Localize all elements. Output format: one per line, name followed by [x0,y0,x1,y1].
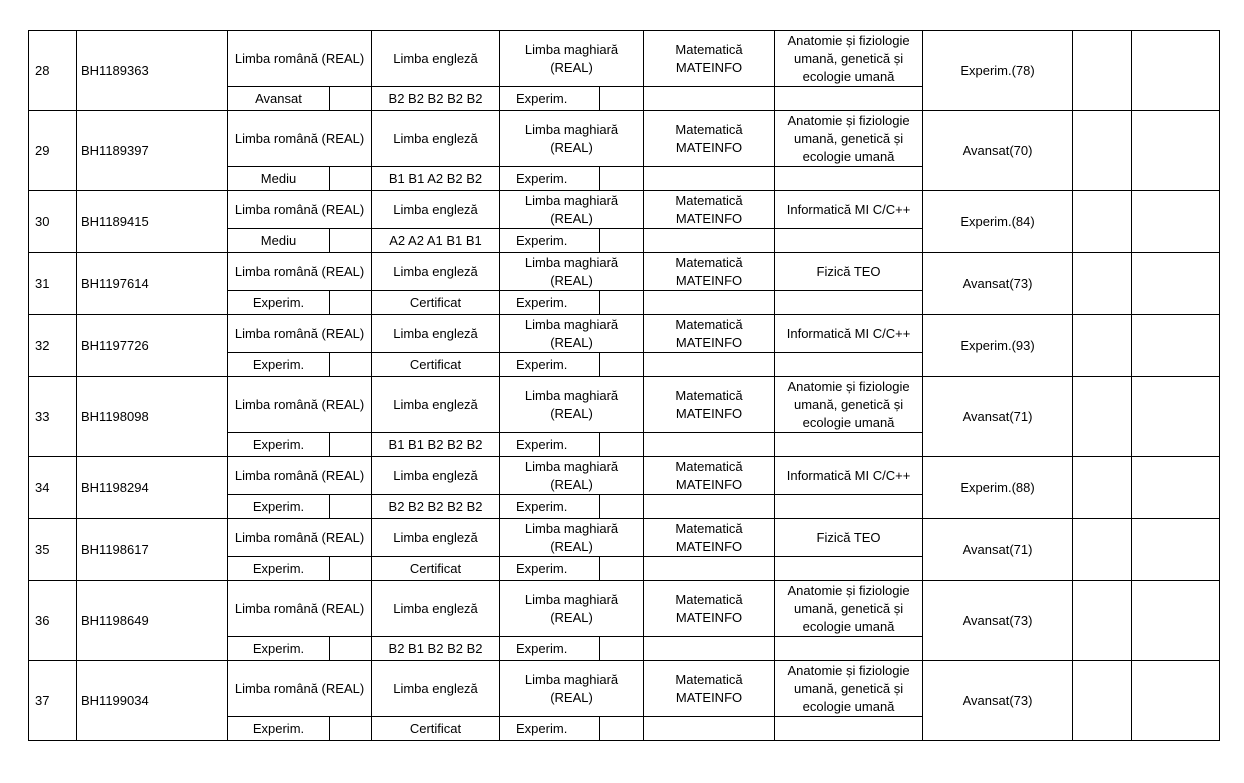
empty-cell [1132,661,1220,741]
empty-cell [1132,519,1220,581]
empty-cell [1132,253,1220,315]
subject-romana: Limba română (REAL) [228,519,372,557]
empty-cell [644,229,775,253]
row-number: 37 [29,661,77,741]
level-engleza: Certificat [372,557,500,581]
empty-cell [330,87,372,111]
subject-optional: Anatomie și fiziologie umană, genetică și ecologie umană [775,111,923,167]
empty-cell [600,433,644,457]
empty-cell [1132,581,1220,661]
level-engleza: Certificat [372,291,500,315]
empty-cell [644,637,775,661]
subject-maghiara: Limba maghiară (REAL) [500,253,644,291]
empty-cell [644,557,775,581]
digital-result: Avansat(71) [923,519,1073,581]
subject-romana: Limba română (REAL) [228,457,372,495]
level-maghiara: Experim. [500,291,600,315]
empty-cell [1073,457,1132,519]
empty-cell [1073,31,1132,111]
candidate-code: BH1189363 [77,31,228,111]
candidate-code: BH1198617 [77,519,228,581]
subject-romana: Limba română (REAL) [228,253,372,291]
subject-matematica: Matematică MATEINFO [644,191,775,229]
empty-cell [1073,315,1132,377]
level-romana: Experim. [228,353,330,377]
subject-engleza: Limba engleză [372,111,500,167]
empty-cell [330,353,372,377]
digital-result: Avansat(73) [923,581,1073,661]
subject-matematica: Matematică MATEINFO [644,581,775,637]
digital-result: Experim.(88) [923,457,1073,519]
level-romana: Experim. [228,495,330,519]
subject-optional: Anatomie și fiziologie umană, genetică și ecologie umană [775,581,923,637]
digital-result: Avansat(70) [923,111,1073,191]
row-number: 32 [29,315,77,377]
empty-cell [1132,457,1220,519]
level-engleza: B1 B1 B2 B2 B2 [372,433,500,457]
row-number: 34 [29,457,77,519]
subject-engleza: Limba engleză [372,315,500,353]
table-row [29,191,1220,229]
empty-cell [775,87,923,111]
subject-matematica: Matematică MATEINFO [644,31,775,87]
empty-cell [775,433,923,457]
subject-romana: Limba română (REAL) [228,111,372,167]
candidate-code: BH1198098 [77,377,228,457]
subject-matematica: Matematică MATEINFO [644,661,775,717]
level-engleza: Certificat [372,717,500,741]
empty-cell [775,637,923,661]
empty-cell [1132,315,1220,377]
subject-optional: Anatomie și fiziologie umană, genetică și ecologie umană [775,661,923,717]
level-engleza: A2 A2 A1 B1 B1 [372,229,500,253]
level-maghiara: Experim. [500,167,600,191]
results-table [28,30,1220,741]
level-maghiara: Experim. [500,495,600,519]
subject-matematica: Matematică MATEINFO [644,315,775,353]
row-number: 30 [29,191,77,253]
subject-optional: Informatică MI C/C++ [775,191,923,229]
candidate-code: BH1198649 [77,581,228,661]
empty-cell [330,717,372,741]
digital-result: Experim.(84) [923,191,1073,253]
level-engleza: B2 B2 B2 B2 B2 [372,87,500,111]
level-maghiara: Experim. [500,229,600,253]
subject-matematica: Matematică MATEINFO [644,111,775,167]
level-maghiara: Experim. [500,433,600,457]
subject-romana: Limba română (REAL) [228,191,372,229]
subject-matematica: Matematică MATEINFO [644,377,775,433]
empty-cell [330,229,372,253]
empty-cell [1073,111,1132,191]
level-maghiara: Experim. [500,353,600,377]
table-row [29,457,1220,495]
empty-cell [644,291,775,315]
level-maghiara: Experim. [500,637,600,661]
empty-cell [330,167,372,191]
row-number: 28 [29,31,77,111]
subject-optional: Fizică TEO [775,519,923,557]
digital-result: Avansat(71) [923,377,1073,457]
level-maghiara: Experim. [500,557,600,581]
subject-romana: Limba română (REAL) [228,581,372,637]
empty-cell [644,433,775,457]
subject-matematica: Matematică MATEINFO [644,457,775,495]
subject-romana: Limba română (REAL) [228,661,372,717]
digital-result: Avansat(73) [923,661,1073,741]
empty-cell [600,291,644,315]
table-row [29,253,1220,291]
empty-cell [600,717,644,741]
level-romana: Experim. [228,637,330,661]
subject-romana: Limba română (REAL) [228,31,372,87]
empty-cell [1073,661,1132,741]
subject-optional: Anatomie și fiziologie umană, genetică și ecologie umană [775,377,923,433]
subject-romana: Limba română (REAL) [228,377,372,433]
empty-cell [600,495,644,519]
level-engleza: B2 B2 B2 B2 B2 [372,495,500,519]
empty-cell [600,167,644,191]
subject-engleza: Limba engleză [372,191,500,229]
empty-cell [775,353,923,377]
level-romana: Experim. [228,557,330,581]
subject-engleza: Limba engleză [372,581,500,637]
level-maghiara: Experim. [500,717,600,741]
empty-cell [330,291,372,315]
subject-optional: Informatică MI C/C++ [775,457,923,495]
candidate-code: BH1189415 [77,191,228,253]
level-romana: Experim. [228,291,330,315]
empty-cell [1073,253,1132,315]
empty-cell [330,637,372,661]
subject-maghiara: Limba maghiară (REAL) [500,457,644,495]
subject-maghiara: Limba maghiară (REAL) [500,581,644,637]
subject-maghiara: Limba maghiară (REAL) [500,191,644,229]
subject-engleza: Limba engleză [372,253,500,291]
empty-cell [644,353,775,377]
table-row [29,31,1220,87]
digital-result: Experim.(93) [923,315,1073,377]
empty-cell [1073,581,1132,661]
level-romana: Experim. [228,717,330,741]
candidate-code: BH1189397 [77,111,228,191]
subject-engleza: Limba engleză [372,457,500,495]
candidate-code: BH1197614 [77,253,228,315]
level-maghiara: Experim. [500,87,600,111]
empty-cell [1073,519,1132,581]
empty-cell [644,87,775,111]
empty-cell [775,717,923,741]
empty-cell [1073,377,1132,457]
row-number: 35 [29,519,77,581]
digital-result: Experim.(78) [923,31,1073,111]
subject-maghiara: Limba maghiară (REAL) [500,519,644,557]
empty-cell [330,557,372,581]
row-number: 36 [29,581,77,661]
subject-engleza: Limba engleză [372,31,500,87]
empty-cell [1132,191,1220,253]
empty-cell [775,495,923,519]
subject-engleza: Limba engleză [372,661,500,717]
empty-cell [600,637,644,661]
empty-cell [600,557,644,581]
candidate-code: BH1197726 [77,315,228,377]
empty-cell [775,167,923,191]
subject-romana: Limba română (REAL) [228,315,372,353]
empty-cell [775,229,923,253]
subject-maghiara: Limba maghiară (REAL) [500,661,644,717]
row-number: 29 [29,111,77,191]
subject-optional: Anatomie și fiziologie umană, genetică și ecologie umană [775,31,923,87]
empty-cell [1132,31,1220,111]
table-row [29,581,1220,637]
table-row [29,111,1220,167]
subject-optional: Fizică TEO [775,253,923,291]
table-row [29,315,1220,353]
subject-maghiara: Limba maghiară (REAL) [500,31,644,87]
table-row [29,519,1220,557]
empty-cell [775,291,923,315]
level-romana: Mediu [228,229,330,253]
subject-engleza: Limba engleză [372,377,500,433]
empty-cell [330,433,372,457]
candidate-code: BH1199034 [77,661,228,741]
table-row [29,377,1220,433]
level-engleza: B2 B1 B2 B2 B2 [372,637,500,661]
empty-cell [644,495,775,519]
empty-cell [1132,377,1220,457]
level-engleza: B1 B1 A2 B2 B2 [372,167,500,191]
level-romana: Mediu [228,167,330,191]
row-number: 33 [29,377,77,457]
results-body [29,31,1220,741]
empty-cell [600,87,644,111]
subject-maghiara: Limba maghiară (REAL) [500,377,644,433]
empty-cell [330,495,372,519]
level-romana: Experim. [228,433,330,457]
empty-cell [775,557,923,581]
candidate-code: BH1198294 [77,457,228,519]
empty-cell [1132,111,1220,191]
empty-cell [600,229,644,253]
level-romana: Avansat [228,87,330,111]
subject-maghiara: Limba maghiară (REAL) [500,111,644,167]
empty-cell [644,167,775,191]
subject-maghiara: Limba maghiară (REAL) [500,315,644,353]
empty-cell [644,717,775,741]
row-number: 31 [29,253,77,315]
digital-result: Avansat(73) [923,253,1073,315]
subject-matematica: Matematică MATEINFO [644,253,775,291]
subject-matematica: Matematică MATEINFO [644,519,775,557]
empty-cell [1073,191,1132,253]
table-row [29,661,1220,717]
empty-cell [600,353,644,377]
level-engleza: Certificat [372,353,500,377]
subject-engleza: Limba engleză [372,519,500,557]
subject-optional: Informatică MI C/C++ [775,315,923,353]
